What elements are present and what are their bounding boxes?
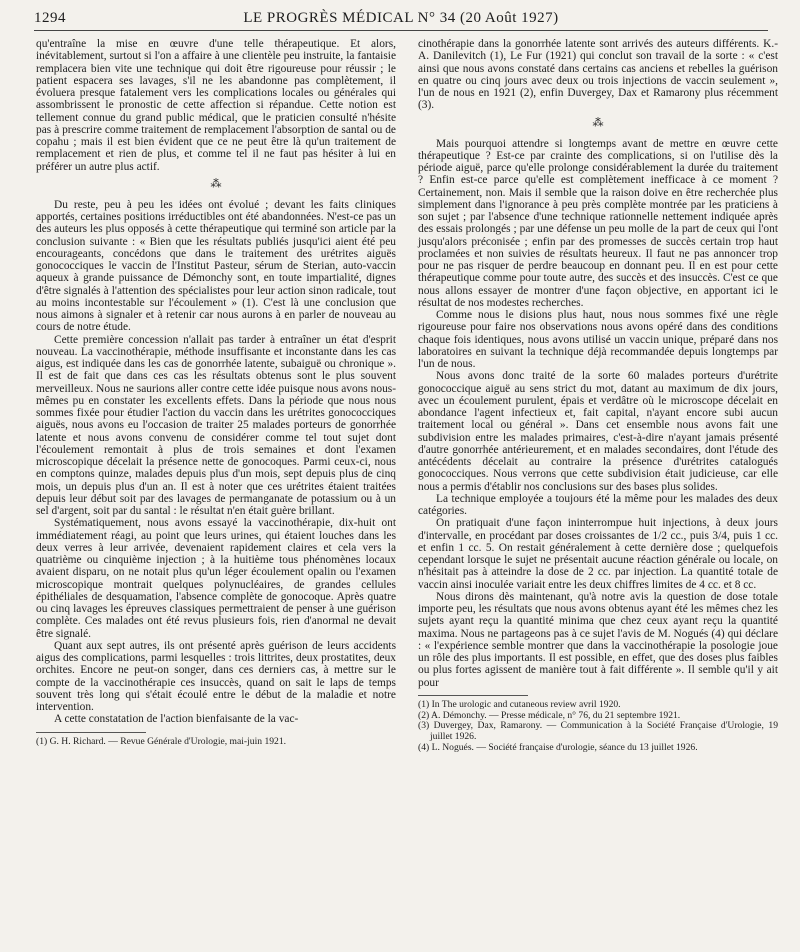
paragraph: A cette constatation de l'action bienfaisante de la vac- [54,713,299,726]
page-number: 1294 [34,10,66,26]
footnotes [36,737,396,748]
right-column [418,38,778,754]
footnote: (2) A. Démonchy. — Presse médicale, n° 76, du 21 septembre 1921. [418,709,681,721]
paragraph: qu'entraîne la mise en œuvre d'une telle thérapeutique. Et alors, inévitablement, surtout si l'on a affaire à une clientèle peu instruite, la fantaisie remplacera bien vite une technique qui doit être rigoureuse pour réussir ; le patient espacera ses lavages, s'il ne les abandonne pas complètement, il évoluera presque fatalement vers les complications locales ou générales qui assombrissent le pronostic de cette affection si répandue. Cette notion est tellement connue du grand public médical, que le praticien consulté n'hésite pas à prescrire comme traitement de remplacement l'absorption de santal ou de copahu ; mais il est bien évident que ce ne peut être là qu'un traitement de remplacement et rien de plus, et comme tel il ne faut pas hésiter à lui en préférer un autre plus actif. [36,38,396,173]
left-column [36,38,396,747]
paragraph: Mais pourquoi attendre si longtemps avant de mettre en œuvre cette thérapeutique ? Est-ce par crainte des complications, si on l'utilise dès la période aiguë, parce qu'elle prolonge considérablement la durée du traitement ? Enfin est-ce parce qu'elle est complètement inefficace à ce moment ? Certainement, non. Mais il semble que la raison doive en être recherchée plus simplement dans l'ignorance à peu près complète montrée par les praticiens à son sujet ; par l'absence d'une technique rationnelle nettement indiquée après des essais prolongés ; par une défense un peu molle de la part de ceux qui l'ont jusqu'alors préconisée ; enfin par des promesses de succès certain trop haut proclamées et non suivies de résultats heureux. Il faut ne pas annoncer trop pour ne pas risquer de perdre beaucoup en donnant peu. Il en est pour cette thérapeutique comme pour toute autre, des succès et des insuccès. C'est ce que nous allons essayer de montrer d'une façon objective, en apportant ici le résultat de nos modestes recherches. [418,137,778,309]
paragraph: Du reste, peu à peu les idées ont évolué ; devant les faits cliniques apportés, certaines positions irréductibles ont été abandonnées. N'est-ce pas un des auteurs les plus opposés à cette thérapeutique qui terminé son article par la conclusion suivante : « Bien que les résultats publiés jusqu'ici aient été peu encourageants, concédons que dans le traitement des urétrites aiguës gonococciques le vaccin de l'Institut Pasteur, sérum de Sterian, auto-vaccin aqueux à grande puissance de Démonchy sont, en toute impartialité, dignes d'être signalés à l'attention des spécialistes pour leur action sinon radicale, tout au moins incontestable sur l'écoulement » (1). C'est là une conclusion que nous aimons à signaler et à retenir car nous aurons à en parler de nouveau au cours de notre étude. [36,198,396,334]
footnote: (1) In The urologic and cutaneous review avril 1920. [418,698,621,710]
paragraph: Quant aux sept autres, ils ont présenté après guérison de leurs accidents aigus des complications, parmi lesquelles : trois littrites, deux prostatites, deux orchites. Encore ne peut-on songer, dans ces derniers cas, à mettre sur le compte de la vaccinothérapie ces insuccès, quand on sait le laps de temps souvent très long qui s'était écoulé entre le début de la maladie et notre intervention. [36,639,396,713]
footnote: (4) L. Nogués. — Société française d'urologie, séance du 13 juillet 1926. [418,741,698,753]
paragraph: Comme nous le disions plus haut, nous nous sommes fixé une règle rigoureuse pour faire nos observations nous avons opéré dans des conditions chaque fois identiques, nous avons utilisé un vaccin unique, préparé dans nos laboratoires en suivant la technique déjà recommandée depuis longtemps par l'un de nous. [418,309,778,370]
footnote-rule [418,695,528,696]
paragraph: On pratiquait d'une façon ininterrompue huit injections, à deux jours d'intervalle, en procédant par doses croissantes de 1/2 cc., puis 3/4, puis 1 cc. et enfin 1 cc. 5. On restait généralement à cette dernière dose ; quelquefois cependant lorsque le sujet ne présentait aucune réaction générale ou locale, on n'hésitait pas à atteindre la dose de 2 cc. par injection. La quantité totale de vaccin ainsi inoculée variait entre les deux chiffres limites de 4 cc. et 8 cc. [418,517,778,591]
footnote: (1) G. H. Richard. — Revue Générale d'Urologie, mai-juin 1921. [36,735,287,747]
paragraph: cinothérapie dans la gonorrhée latente sont arrivés des auteurs différents. K.-A. Danilevitch (1), Le Fur (1921) qui conclut son travail de la sorte : « c'est ainsi que nous avons constaté dans certains cas anciens et rebelles la guérison en quatre ou cinq jours avec deux ou trois injections de vaccin seulement », l'un de nous en 1921 (2), enfin Duvergey, Dax et Ramarony plus récemment (3). [418,38,778,112]
paragraph: Systématiquement, nous avons essayé la vaccinothérapie, dix-huit ont immédiatement réagi, au point que leurs urines, qui étaient louches dans les deux verres à leur arrivée, devenaient rapidement claires et cela vers la quatrième ou cinquième injection ; à la huitième tous phénomènes locaux avaient disparu, on ne notait plus qu'un léger écoulement opalin ou l'examen microscopique montrait quelques polynucléaires, de grandes cellules épithéliales de desquamation, l'absence complète de gonocoque. Après quatre ou cinq lavages les épreuves classiques permettraient de penser à une guérison complète. Ces malades ont été revus plusieurs fois, rien d'anormal ne devait être signalé. [36,517,396,640]
running-title: LE PROGRÈS MÉDICAL N° 34 (20 Août 1927) [243,10,559,26]
footnotes [418,700,778,754]
footnote-rule [36,732,146,733]
footnote: (3) Duvergey, Dax, Ramarony. — Communication à la Société Française d'Urologie, 19 juillet 1926. [418,720,778,743]
paragraph: Nous avons donc traité de la sorte 60 malades porteurs d'urétrite gonococcique aiguë au sens strict du mot, datant au maximum de dix jours, avec un écoulement purulent, épais et verdâtre où le microscope décelait en abondance l'agent infectieux et, fait capital, n'ayant encore subi aucun traitement local ou général ». Dans cet ensemble nous avons fait une subdivision entre les malades primaires, c'est-à-dire n'ayant jamais présenté d'autre gonorrhée antérieurement, et en malades secondaires, dont l'étude des antécédents décelait au contraire la présence d'urétrites catalogués gonococciques. Nous verrons que cette subdivision était judicieuse, car elle nous a permis d'établir nos conclusions sur des bases plus solides. [418,370,778,493]
paragraph: Nous dirons dès maintenant, qu'à notre avis la question de dose totale importe peu, les résultats que nous avons obtenus ayant été les mêmes chez les sujets ayant reçu la quantité minima que chez ceux ayant reçu la quantité maxima. Nous ne partageons pas à ce sujet l'avis de M. Nogués (4) qui déclare : « l'expérience semble montrer que dans la vaccinothérapie la posologie joue un rôle des plus importants. Il est possible, en effet, que des doses plus faibles ou plus fortes agissent de manière tout à fait différente ». Il semble qu'il y ait pour [418,590,778,689]
paragraph: Cette première concession n'allait pas tarder à entraîner un état d'esprit nouveau. La vaccinothérapie, méthode insuffisante et inconstante dans les cas aigus, est indiquée dans les cas de gonorrhée latente, subaiguë ou chronique ». Il est de fait que dans ces cas les résultats obtenus sont le plus souvent merveilleux. Nous ne saurions aller contre cette idée puisque nous avons nous-mêmes pu en constater les excellents effets. Dans la période que nous nous sommes fixée pour étudier l'action du vaccin dans les urétrites gonococciques aiguës, nous avons eu l'occasion de traiter 25 malades porteurs de gonorrhée latente et nous avons convenu de considérer comme tel tout sujet dont l'écoulement remontait à plus de trois semaines et dont l'examen microscopique décelait la présence nette de gonocoques. Parmi ceux-ci, nous en comptons quinze, malades depuis plus d'un mois, sept depuis plus de cinq mois, un depuis plus d'un an. Il est à noter que ces urétrites étaient traitées depuis leur début soit par des lavages de permanganate de potassium ou à un sel d'argent, soit par du santal : le résultat n'en était guère brillant. [36,333,396,517]
paragraph: La technique employée a toujours été la même pour les malades des deux catégories. [418,492,778,517]
section-separator: ⁂ [592,116,604,129]
running-header [34,10,768,31]
section-separator: ⁂ [210,177,222,190]
